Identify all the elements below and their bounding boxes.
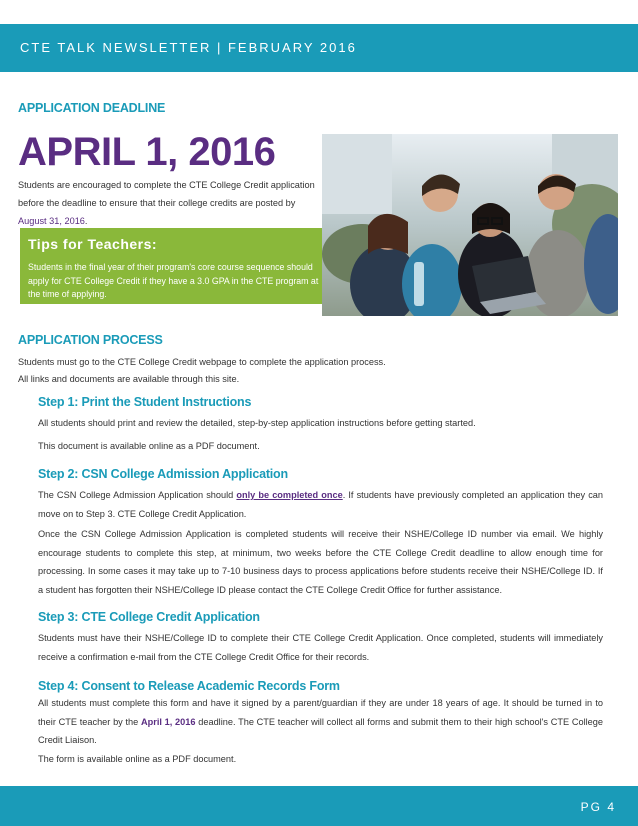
step-2-text-b: . If students have previously completed an application they can move on to Step 3. CTE College Credit Application. bbox=[38, 490, 604, 519]
tips-title: Tips for Teachers: bbox=[28, 236, 158, 252]
students-laptop-image bbox=[322, 134, 618, 316]
process-label: APPLICATION PROCESS bbox=[18, 333, 163, 347]
tips-box bbox=[20, 228, 322, 304]
process-line-1: Students must go to the CTE College Credit webpage to complete the application process. bbox=[18, 357, 386, 367]
step-4-para-1 bbox=[38, 694, 603, 750]
only-once-link[interactable]: only be completed once bbox=[236, 490, 343, 500]
step-4-text-b: deadline. The CTE teacher will collect all forms and submit them to their high school's CTE College Credit Liaison. bbox=[38, 716, 603, 745]
step-4-para-2: The form is available online as a PDF document. bbox=[38, 754, 237, 764]
step-2-para-1 bbox=[38, 486, 603, 523]
students-photo bbox=[322, 134, 618, 316]
intro-text: Students are encouraged to complete the CTE College Credit application before the deadline to ensure that their college credits are posted by bbox=[18, 180, 315, 208]
deadline-date: APRIL 1, 2016 bbox=[18, 130, 276, 174]
posting-date: August 31, 2016 bbox=[18, 216, 85, 226]
step-4-title: Step 4: Consent to Release Academic Records Form bbox=[38, 679, 340, 693]
deadline-emphasis: April 1, 2016 bbox=[141, 716, 196, 727]
step-1-title: Step 1: Print the Student Instructions bbox=[38, 395, 252, 409]
step-2-title: Step 2: CSN College Admission Application bbox=[38, 467, 288, 481]
header-bar bbox=[0, 24, 638, 72]
intro-end: . bbox=[84, 216, 88, 226]
process-intro bbox=[18, 354, 618, 388]
newsletter-title: CTE TALK NEWSLETTER | FEBRUARY 2016 bbox=[20, 40, 357, 55]
page-number: PG 4 bbox=[580, 800, 616, 814]
deadline-intro bbox=[18, 176, 318, 230]
step-1-para-2: This document is available online as a PDF document. bbox=[38, 441, 260, 451]
footer-bar bbox=[0, 786, 638, 826]
deadline-label: APPLICATION DEADLINE bbox=[18, 101, 166, 115]
tips-body: Students in the final year of their program's core course sequence should apply for CTE College Credit if they have a 3.0 GPA in the CTE program at the time of applying. bbox=[28, 262, 319, 299]
step-3-para-1: Students must have their NSHE/College ID to complete their CTE College Credit Application. Once completed, students will immediately receive a confirmation e-mail from the CTE College Credit Office for their records. bbox=[38, 633, 603, 662]
step-2-text-a: The CSN College Admission Application should bbox=[38, 490, 237, 500]
step-2-para-2: Once the CSN College Admission Application is completed students will receive their NSHE/College ID number via email. We highly encourage students to complete this step, at minimum, two weeks before the CTE College Credit deadline to allow enough time for processing. In some cases it may take up to 7-10 business days to process applications before students receive their NSHE/College ID. If a student has forgotten their NSHE/College ID please contact the CTE College Credit Office for further assistance. bbox=[38, 529, 603, 595]
step-3-title: Step 3: CTE College Credit Application bbox=[38, 610, 260, 624]
process-line-2: All links and documents are available through this site. bbox=[18, 374, 240, 384]
step-4-text-a: All students must complete this form and have it signed by a parent/guardian if they are under 18 years of age. It should be turned in to their CTE teacher by the bbox=[38, 698, 603, 727]
step-1-para-1: All students should print and review the detailed, step-by-step application instructions before getting started. bbox=[38, 418, 476, 428]
